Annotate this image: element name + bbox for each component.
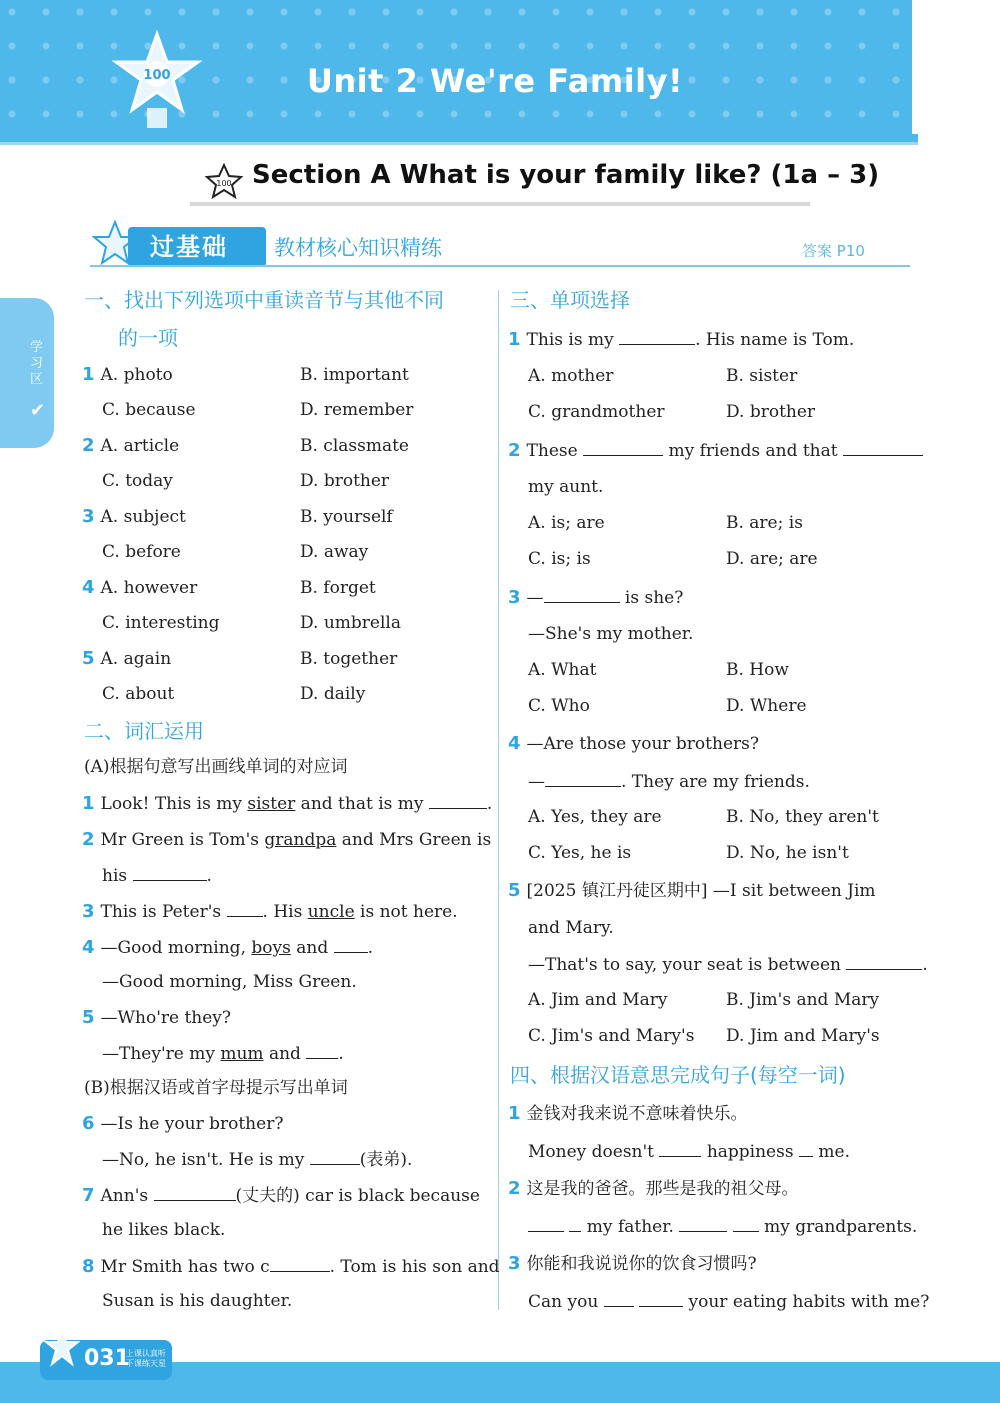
- part3-heading: 三、单项选择: [510, 288, 630, 312]
- part1-heading-cont: 的一项: [118, 326, 178, 350]
- option-c: C. before: [102, 542, 181, 562]
- p2-q2-line2: his .: [102, 866, 212, 886]
- answer-blank[interactable]: [528, 1215, 564, 1232]
- underlined-word: grandpa: [264, 830, 337, 850]
- answer-blank[interactable]: [659, 1140, 701, 1157]
- section-icon-label: 100: [216, 179, 232, 188]
- answer-reference: 答案 P10: [802, 242, 865, 260]
- option-c[interactable]: C. Yes, he is: [528, 843, 632, 863]
- text: Mr Smith has two c: [100, 1257, 270, 1277]
- answer-blank[interactable]: [604, 1290, 634, 1307]
- question-number: 7: [82, 1185, 95, 1206]
- text: . His: [262, 902, 308, 922]
- p4-q2: [508, 1178, 799, 1200]
- p2-q2: [82, 829, 491, 851]
- text: Can you: [528, 1292, 604, 1312]
- option-b: B. classmate: [300, 436, 409, 456]
- option-b: B. important: [300, 365, 409, 385]
- chinese-prompt: 这是我的爸爸。那些是我的祖父母。: [526, 1179, 799, 1199]
- p2-q3: [82, 900, 458, 923]
- option-d: D. daily: [300, 684, 366, 704]
- text: —Who're they?: [100, 1008, 232, 1028]
- part1-heading: 一、找出下列选项中重读音节与其他不同: [84, 288, 444, 312]
- text: —Are those your brothers?: [526, 734, 759, 754]
- answer-blank[interactable]: [799, 1140, 813, 1157]
- p2-q8: [82, 1255, 500, 1278]
- text: (丈夫的) car is black because: [235, 1186, 480, 1206]
- p3-q2: [508, 439, 923, 462]
- text: [2025 镇江丹徒区期中] —I sit between Jim: [526, 881, 876, 901]
- p1-q2-row1: [82, 435, 179, 457]
- p3-q5-line3: —That's to say, your seat is between .: [528, 955, 928, 975]
- option-c: C. about: [102, 684, 175, 704]
- section-title: Section A What is your family like? (1a – 3): [252, 160, 880, 190]
- p4-q3: [508, 1253, 757, 1275]
- p3-q5: [508, 880, 876, 902]
- p2-q7: [82, 1184, 480, 1207]
- option-b: B. yourself: [300, 507, 393, 527]
- question-number: 6: [82, 1113, 95, 1134]
- option-b[interactable]: B. How: [726, 660, 789, 680]
- option-d: D. remember: [300, 400, 414, 420]
- p3-q3: [508, 586, 683, 609]
- text: —: [526, 588, 544, 608]
- option-b: B. forget: [300, 578, 376, 598]
- underlined-word: uncle: [307, 902, 355, 922]
- answer-blank[interactable]: [133, 864, 207, 881]
- part2-heading: 二、词汇运用: [84, 719, 204, 743]
- option-c: C. because: [102, 400, 196, 420]
- answer-blank[interactable]: [334, 936, 368, 953]
- option-a: A. subject: [100, 507, 186, 527]
- text: —No, he isn't. He is my: [102, 1150, 310, 1170]
- answer-blank[interactable]: [733, 1215, 759, 1232]
- answer-blank[interactable]: [227, 900, 263, 917]
- page-motto: 上课认真听 下课练天星: [126, 1349, 166, 1368]
- p2-q1: 1 Look! This is my sister and that is my .: [82, 793, 493, 814]
- option-c: C. interesting: [102, 613, 220, 633]
- column-divider: [498, 290, 499, 1310]
- text: —Is he your brother?: [100, 1114, 284, 1134]
- answer-blank[interactable]: [846, 953, 922, 970]
- text: my friends and that: [663, 441, 844, 461]
- text: is she?: [619, 588, 684, 608]
- text: and that is my: [295, 794, 429, 814]
- answer-blank[interactable]: [154, 1184, 236, 1201]
- p1-q3-row1: [82, 506, 186, 528]
- option-c[interactable]: C. grandmother: [528, 402, 665, 422]
- question-number: 1: [508, 329, 521, 350]
- text: is not here.: [354, 902, 458, 922]
- option-d: D. brother: [300, 471, 390, 491]
- answer-blank[interactable]: [619, 328, 695, 345]
- p1-q4-row1: [82, 577, 197, 599]
- answer-blank[interactable]: [639, 1290, 683, 1307]
- answer-blank[interactable]: [306, 1042, 338, 1059]
- header-divider-light: [0, 142, 918, 145]
- question-number: 3: [82, 901, 95, 922]
- p2-q4-line2: —Good morning, Miss Green.: [102, 972, 357, 992]
- text: . Tom is his son and: [329, 1257, 500, 1277]
- option-d[interactable]: D. are; are: [726, 549, 818, 569]
- option-d[interactable]: D. No, he isn't: [726, 843, 849, 863]
- p1-q1-row1: [82, 364, 173, 386]
- text: —: [528, 772, 545, 792]
- option-b[interactable]: B. No, they aren't: [726, 807, 879, 827]
- text: Mr Green is Tom's: [100, 830, 265, 850]
- option-a: A. article: [100, 436, 180, 456]
- part4-heading: 四、根据汉语意思完成句子(每空一词): [510, 1063, 846, 1087]
- answer-blank[interactable]: [583, 439, 663, 456]
- chinese-prompt: 金钱对我来说不意味着快乐。: [526, 1104, 748, 1124]
- text: This is Peter's: [100, 902, 227, 922]
- option-a: A. photo: [100, 365, 173, 385]
- check-icon: ✔: [30, 400, 46, 421]
- option-b[interactable]: B. are; is: [726, 513, 803, 533]
- question-number: 2: [508, 440, 521, 461]
- option-a[interactable]: A. Jim and Mary: [528, 990, 668, 1010]
- p2-q7-line2: he likes black.: [102, 1220, 226, 1240]
- option-c[interactable]: C. is; is: [528, 549, 591, 569]
- option-b[interactable]: B. Jim's and Mary: [726, 990, 880, 1010]
- question-number: 2: [508, 1178, 521, 1199]
- star-badge-icon: [205, 163, 243, 199]
- option-d: D. away: [300, 542, 369, 562]
- p4-q1: [508, 1103, 748, 1125]
- p3-q1: [508, 328, 854, 351]
- text: . His name is Tom.: [695, 330, 855, 350]
- text: This is my: [526, 330, 620, 350]
- p2-q4: 4 —Good morning, boys and .: [82, 937, 374, 958]
- p3-q4-line2: [528, 770, 810, 793]
- text: my father.: [581, 1217, 680, 1237]
- part2-sub-a: (A)根据句意写出画线单词的对应词: [84, 757, 348, 777]
- basics-divider: [90, 265, 910, 267]
- answer-blank[interactable]: [843, 439, 923, 456]
- question-number: 4: [508, 733, 521, 754]
- text: (表弟).: [359, 1150, 413, 1170]
- p3-q5-line2: and Mary.: [528, 918, 614, 938]
- option-b: B. together: [300, 649, 398, 669]
- text: and: [263, 1044, 307, 1064]
- option-d[interactable]: D. brother: [726, 402, 816, 422]
- p2-q8-line2: Susan is his daughter.: [102, 1291, 293, 1311]
- question-number: 1: [82, 793, 95, 814]
- option-a[interactable]: A. Yes, they are: [528, 807, 662, 827]
- text: These: [526, 441, 584, 461]
- answer-blank[interactable]: [310, 1148, 360, 1165]
- option-d[interactable]: D. Where: [726, 696, 807, 716]
- option-c[interactable]: C. Jim's and Mary's: [528, 1026, 695, 1046]
- answer-blank[interactable]: [429, 792, 487, 809]
- question-number: 2: [82, 829, 95, 850]
- p4-q1-line2: [528, 1140, 850, 1163]
- question-number: 3: [82, 506, 95, 527]
- option-a[interactable]: A. What: [528, 660, 597, 680]
- question-number: 1: [82, 364, 95, 385]
- question-number: 4: [82, 937, 95, 958]
- p3-q3-line2: —She's my mother.: [528, 624, 694, 644]
- option-d[interactable]: D. Jim and Mary's: [726, 1026, 880, 1046]
- p3-q4: [508, 733, 759, 755]
- text: my grandparents.: [758, 1217, 918, 1237]
- answer-blank[interactable]: [569, 1215, 581, 1232]
- basics-subtitle: 教材核心知识精练: [274, 236, 442, 260]
- text: —Good morning,: [100, 938, 252, 958]
- p4-q3-line2: [528, 1290, 929, 1313]
- question-number: 2: [82, 435, 95, 456]
- text: —They're my: [102, 1044, 221, 1064]
- p2-q5-line2: —They're my mum and .: [102, 1044, 344, 1064]
- option-a[interactable]: A. mother: [528, 366, 614, 386]
- answer-blank[interactable]: [544, 586, 620, 603]
- p3-q2-line2: my aunt.: [528, 477, 604, 497]
- answer-blank[interactable]: [545, 770, 621, 787]
- question-number: 3: [508, 587, 521, 608]
- option-a: A. again: [100, 649, 172, 669]
- answer-blank[interactable]: [270, 1255, 330, 1272]
- question-number: 5: [508, 880, 521, 901]
- text: Money doesn't: [528, 1142, 660, 1162]
- footer-star-icon: [44, 1328, 80, 1372]
- text: and Mrs Green is: [336, 830, 492, 850]
- text: —That's to say, your seat is between: [528, 955, 847, 975]
- question-number: 1: [508, 1103, 521, 1124]
- text: and: [290, 938, 334, 958]
- text: Look! This is my: [100, 794, 248, 814]
- page-number: 031: [84, 1346, 130, 1371]
- question-number: 8: [82, 1256, 95, 1277]
- option-d: D. umbrella: [300, 613, 401, 633]
- part2-sub-b: (B)根据汉语或首字母提示写出单词: [84, 1078, 348, 1098]
- answer-blank[interactable]: [679, 1215, 727, 1232]
- chinese-prompt: 你能和我说说你的饮食习惯吗?: [526, 1254, 757, 1274]
- option-a: A. however: [100, 578, 198, 598]
- text: me.: [812, 1142, 850, 1162]
- underlined-word: sister: [247, 794, 296, 814]
- side-tab-label: 学习区: [30, 340, 44, 387]
- question-number: 5: [82, 1007, 95, 1028]
- text: his: [102, 866, 133, 886]
- option-a[interactable]: A. is; are: [528, 513, 605, 533]
- text: happiness: [701, 1142, 799, 1162]
- option-c: C. today: [102, 471, 173, 491]
- option-c[interactable]: C. Who: [528, 696, 590, 716]
- question-number: 5: [82, 648, 95, 669]
- mascot-label: 100: [143, 68, 171, 83]
- p1-q5-row1: [82, 648, 171, 670]
- question-number: 4: [82, 577, 95, 598]
- underlined-word: mum: [220, 1044, 264, 1064]
- text: Ann's: [100, 1186, 154, 1206]
- header-divider: [0, 134, 918, 142]
- basics-badge: 过基础: [128, 227, 266, 267]
- p2-q6: [82, 1113, 283, 1135]
- p2-q5: [82, 1007, 231, 1029]
- p4-q2-line2: [528, 1215, 917, 1238]
- text: . They are my friends.: [621, 772, 810, 792]
- question-number: 3: [508, 1253, 521, 1274]
- p2-q6-line2: [102, 1148, 412, 1171]
- text: your eating habits with me?: [683, 1292, 930, 1312]
- underlined-word: boys: [251, 938, 291, 958]
- unit-title: Unit 2 We're Family!: [306, 62, 684, 100]
- option-b[interactable]: B. sister: [726, 366, 798, 386]
